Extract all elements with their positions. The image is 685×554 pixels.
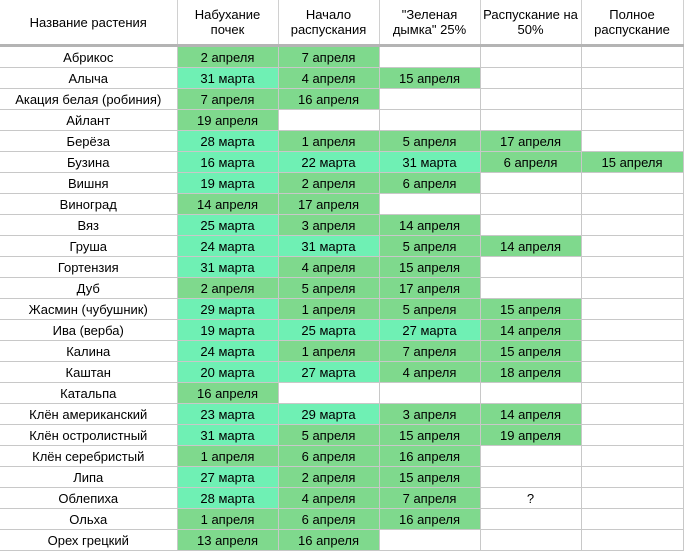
bud-swelling-cell: 1 апреля (177, 509, 278, 530)
plant-name-cell: Калина (0, 341, 177, 362)
half-leafout-cell (480, 257, 581, 278)
plant-name-cell: Груша (0, 236, 177, 257)
header-half-leafout: Распускание на 50% (480, 0, 581, 46)
green-haze-cell: 5 апреля (379, 299, 480, 320)
table-row (0, 68, 683, 89)
green-haze-cell: 5 апреля (379, 131, 480, 152)
bud-swelling-cell: 28 марта (177, 131, 278, 152)
header-green-haze: "Зеленая дымка" 25% (379, 0, 480, 46)
full-leafout-cell (581, 278, 683, 299)
half-leafout-cell: ? (480, 488, 581, 509)
half-leafout-cell: 14 апреля (480, 236, 581, 257)
plant-name-cell: Клён американский (0, 404, 177, 425)
header-bud-swelling: Набухание почек (177, 0, 278, 46)
bud-break-cell (278, 110, 379, 131)
half-leafout-cell: 6 апреля (480, 152, 581, 173)
full-leafout-cell (581, 509, 683, 530)
bud-break-cell: 3 апреля (278, 215, 379, 236)
full-leafout-cell (581, 257, 683, 278)
bud-break-cell: 6 апреля (278, 509, 379, 530)
bud-break-cell: 6 апреля (278, 446, 379, 467)
green-haze-cell: 17 апреля (379, 278, 480, 299)
table-row (0, 110, 683, 131)
bud-break-cell: 4 апреля (278, 257, 379, 278)
header-bud-break: Начало распускания (278, 0, 379, 46)
green-haze-cell: 27 марта (379, 320, 480, 341)
full-leafout-cell (581, 446, 683, 467)
full-leafout-cell (581, 404, 683, 425)
green-haze-cell (379, 383, 480, 404)
half-leafout-cell: 15 апреля (480, 341, 581, 362)
half-leafout-cell (480, 530, 581, 551)
half-leafout-cell (480, 467, 581, 488)
table-row (0, 46, 683, 68)
bud-swelling-cell: 31 марта (177, 68, 278, 89)
bud-break-cell: 2 апреля (278, 173, 379, 194)
bud-swelling-cell: 19 марта (177, 173, 278, 194)
bud-swelling-cell: 28 марта (177, 488, 278, 509)
full-leafout-cell (581, 131, 683, 152)
half-leafout-cell: 17 апреля (480, 131, 581, 152)
plant-name-cell: Берёза (0, 131, 177, 152)
plant-name-cell: Акация белая (робиния) (0, 89, 177, 110)
green-haze-cell: 15 апреля (379, 257, 480, 278)
table-row (0, 509, 683, 530)
bud-break-cell (278, 383, 379, 404)
bud-swelling-cell: 19 апреля (177, 110, 278, 131)
plant-name-cell: Абрикос (0, 46, 177, 68)
plant-name-cell: Катальпа (0, 383, 177, 404)
table-row (0, 236, 683, 257)
full-leafout-cell (581, 68, 683, 89)
table-row (0, 383, 683, 404)
bud-swelling-cell: 24 марта (177, 236, 278, 257)
full-leafout-cell (581, 383, 683, 404)
bud-break-cell: 16 апреля (278, 530, 379, 551)
bud-swelling-cell: 2 апреля (177, 46, 278, 68)
bud-swelling-cell: 2 апреля (177, 278, 278, 299)
plant-name-cell: Клён серебристый (0, 446, 177, 467)
plant-name-cell: Липа (0, 467, 177, 488)
green-haze-cell (379, 46, 480, 68)
full-leafout-cell (581, 299, 683, 320)
plant-name-cell: Облепиха (0, 488, 177, 509)
bud-swelling-cell: 23 марта (177, 404, 278, 425)
full-leafout-cell (581, 467, 683, 488)
green-haze-cell: 31 марта (379, 152, 480, 173)
plant-name-cell: Бузина (0, 152, 177, 173)
bud-break-cell: 17 апреля (278, 194, 379, 215)
full-leafout-cell (581, 488, 683, 509)
bud-swelling-cell: 1 апреля (177, 446, 278, 467)
half-leafout-cell: 18 апреля (480, 362, 581, 383)
bud-swelling-cell: 13 апреля (177, 530, 278, 551)
plant-name-cell: Клён остролистный (0, 425, 177, 446)
header-row (0, 0, 683, 46)
green-haze-cell: 5 апреля (379, 236, 480, 257)
green-haze-cell: 6 апреля (379, 173, 480, 194)
green-haze-cell: 16 апреля (379, 509, 480, 530)
table-row (0, 152, 683, 173)
full-leafout-cell (581, 236, 683, 257)
plant-name-cell: Ольха (0, 509, 177, 530)
table-row (0, 173, 683, 194)
half-leafout-cell (480, 194, 581, 215)
bud-break-cell: 1 апреля (278, 131, 379, 152)
green-haze-cell: 3 апреля (379, 404, 480, 425)
full-leafout-cell (581, 46, 683, 68)
bud-break-cell: 22 марта (278, 152, 379, 173)
green-haze-cell: 4 апреля (379, 362, 480, 383)
table-row (0, 446, 683, 467)
full-leafout-cell (581, 320, 683, 341)
bud-swelling-cell: 7 апреля (177, 89, 278, 110)
green-haze-cell: 15 апреля (379, 425, 480, 446)
table-row (0, 215, 683, 236)
plant-name-cell: Жасмин (чубушник) (0, 299, 177, 320)
plant-name-cell: Орех грецкий (0, 530, 177, 551)
bud-swelling-cell: 20 марта (177, 362, 278, 383)
bud-swelling-cell: 16 марта (177, 152, 278, 173)
bud-swelling-cell: 19 марта (177, 320, 278, 341)
green-haze-cell (379, 530, 480, 551)
header-full-leafout: Полное распускание (581, 0, 683, 46)
half-leafout-cell: 14 апреля (480, 404, 581, 425)
half-leafout-cell (480, 215, 581, 236)
plant-name-cell: Ива (верба) (0, 320, 177, 341)
plant-name-cell: Гортензия (0, 257, 177, 278)
plant-name-cell: Айлант (0, 110, 177, 131)
full-leafout-cell (581, 173, 683, 194)
green-haze-cell: 15 апреля (379, 68, 480, 89)
bud-swelling-cell: 31 марта (177, 425, 278, 446)
half-leafout-cell: 14 апреля (480, 320, 581, 341)
half-leafout-cell (480, 110, 581, 131)
bud-break-cell: 7 апреля (278, 46, 379, 68)
half-leafout-cell: 15 апреля (480, 299, 581, 320)
bud-swelling-cell: 31 марта (177, 257, 278, 278)
bud-break-cell: 5 апреля (278, 425, 379, 446)
plant-name-cell: Вяз (0, 215, 177, 236)
half-leafout-cell (480, 446, 581, 467)
bud-break-cell: 25 марта (278, 320, 379, 341)
bud-break-cell: 27 марта (278, 362, 379, 383)
half-leafout-cell (480, 509, 581, 530)
bud-break-cell: 4 апреля (278, 68, 379, 89)
green-haze-cell: 7 апреля (379, 341, 480, 362)
green-haze-cell: 15 апреля (379, 467, 480, 488)
bud-break-cell: 16 апреля (278, 89, 379, 110)
table-row (0, 425, 683, 446)
green-haze-cell (379, 89, 480, 110)
green-haze-cell (379, 194, 480, 215)
full-leafout-cell (581, 89, 683, 110)
half-leafout-cell (480, 383, 581, 404)
full-leafout-cell (581, 530, 683, 551)
table-row (0, 488, 683, 509)
table-row (0, 362, 683, 383)
green-haze-cell: 16 апреля (379, 446, 480, 467)
header-plant-name: Название растения (0, 0, 177, 46)
half-leafout-cell (480, 173, 581, 194)
half-leafout-cell (480, 46, 581, 68)
plant-name-cell: Алыча (0, 68, 177, 89)
table-row (0, 89, 683, 110)
plant-name-cell: Каштан (0, 362, 177, 383)
bud-break-cell: 1 апреля (278, 341, 379, 362)
green-haze-cell: 14 апреля (379, 215, 480, 236)
full-leafout-cell (581, 425, 683, 446)
half-leafout-cell (480, 89, 581, 110)
half-leafout-cell (480, 68, 581, 89)
bud-swelling-cell: 16 апреля (177, 383, 278, 404)
table-row (0, 278, 683, 299)
table-row (0, 530, 683, 551)
bud-break-cell: 5 апреля (278, 278, 379, 299)
bud-break-cell: 29 марта (278, 404, 379, 425)
table-row (0, 467, 683, 488)
table-row (0, 299, 683, 320)
plant-name-cell: Дуб (0, 278, 177, 299)
bud-break-cell: 4 апреля (278, 488, 379, 509)
half-leafout-cell: 19 апреля (480, 425, 581, 446)
full-leafout-cell (581, 341, 683, 362)
table-row (0, 404, 683, 425)
bud-swelling-cell: 27 марта (177, 467, 278, 488)
full-leafout-cell (581, 362, 683, 383)
table-row (0, 257, 683, 278)
table-row (0, 320, 683, 341)
full-leafout-cell (581, 194, 683, 215)
bud-break-cell: 1 апреля (278, 299, 379, 320)
full-leafout-cell (581, 110, 683, 131)
plant-name-cell: Вишня (0, 173, 177, 194)
green-haze-cell: 7 апреля (379, 488, 480, 509)
half-leafout-cell (480, 278, 581, 299)
green-haze-cell (379, 110, 480, 131)
bud-swelling-cell: 29 марта (177, 299, 278, 320)
bud-break-cell: 31 марта (278, 236, 379, 257)
bud-swelling-cell: 14 апреля (177, 194, 278, 215)
full-leafout-cell (581, 215, 683, 236)
bud-break-cell: 2 апреля (278, 467, 379, 488)
table-row (0, 131, 683, 152)
full-leafout-cell: 15 апреля (581, 152, 683, 173)
bud-swelling-cell: 24 марта (177, 341, 278, 362)
bud-swelling-cell: 25 марта (177, 215, 278, 236)
plant-name-cell: Виноград (0, 194, 177, 215)
table-row (0, 341, 683, 362)
table-row (0, 194, 683, 215)
